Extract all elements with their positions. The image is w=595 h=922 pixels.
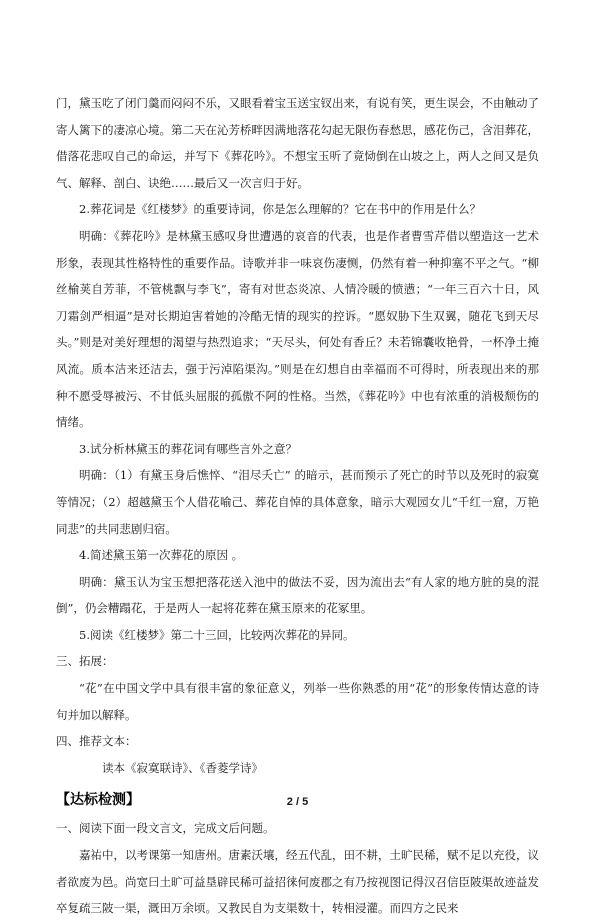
paragraph: 5.阅读《红楼梦》第二十三回，比较两次葬花的异同。 [79, 627, 355, 642]
paragraph: 读本《寂寞联诗》、《香菱学诗》 [102, 760, 263, 775]
paragraph: “花”在中国文学中具有很丰富的象征意义，列举一些你熟悉的用“花”的形象传情达意的诗句并加以解释。 [56, 681, 539, 722]
paragraph: 4.简述黛玉第一次葬花的原因 。 [79, 548, 244, 563]
page-number: 2 / 5 [286, 796, 309, 808]
section-heading: 四、推荐文本： [56, 734, 137, 749]
paragraph: 明确：黛玉认为宝玉想把落花送入池中的做法不妥，因为流出去“有人家的地方脏的臭的混倒”，仍会糟蹋花，于是两人一起将花葬在黛玉原来的花冢里。 [56, 574, 539, 616]
section-heading: 一、阅读下面一段文言文，完成文后问题。 [56, 821, 275, 836]
paragraph: 明确：（1）有黛玉身后憔悴、“泪尽夭亡” 的暗示，甚而预示了死亡的时节以及死时的寂寞等情况；（2）超越黛玉个人借花喻己、葬花自悼的具体意象，暗示大观园女儿“千红一窟，万艳同悲”的共同悲剧归宿。 [56, 468, 539, 536]
paragraph: 2.葬花词是《红楼梦》的重要诗词，你是怎么理解的？它在书中的作用是什么？ [79, 202, 481, 217]
paragraph: 嘉祐中，以考课第一知唐州。唐素沃壤，经五代乱，田不耕，土旷民稀，赋不足以充役，议者欲废为邑。尚宽曰土旷可益垦辟民稀可益招徕何废郡之有乃按视图记得汉召信臣陂渠故迹益发卒复疏三陂一渠，溉田万余顷。又教民自为支渠数十，转相浸灌。而四方之民来 [56, 848, 539, 916]
paragraph: 明确：《葬花吟》是林黛玉感叹身世遭遇的哀音的代表，也是作者曹雪芹借以塑造这一艺术形象，表现其性格特性的重要作品。诗歌并非一味哀伤凄恻，仍然有着一种抑塞不平之气。“柳丝榆荚自芳菲，不管桃飘与李飞”，寄有对世态炎凉、人情冷暖的愤懑；“一年三百六十日，风刀霜剑严相逼”是对长期迫害着她的冷酷无情的现实的控诉。“愿奴胁下生双翼，随花飞到天尽头。”则是对美好理想的渴望与热烈追求；“天尽头，何处有香丘？未若锦囊收艳骨，一杯净土掩风流。质本洁来还洁去，强于污淖陷渠沟。”则是在幻想自由幸福而不可得时，所表现出来的那种不愿受辱被污、不甘低头屈服的孤傲不阿的性格。当然，《葬花吟》中也有浓重的消极颓伤的情绪。 [56, 228, 539, 430]
assessment-heading: 【达标检测】 [56, 792, 140, 809]
section-heading: 三、拓展： [56, 654, 114, 669]
paragraph: 3.试分析林黛玉的葬花词有哪些言外之意？ [79, 441, 297, 456]
paragraph: 门，黛玉吃了闭门羹而闷闷不乐，又眼看着宝玉送宝钗出来，有说有笑，更生误会，不由触动了寄人篱下的凄凉心境。第二天在沁芳桥畔因满地落花勾起无限伤春愁思，感花伤己，含泪葬花，借落花悲叹自己的命运，并写下《葬花吟》。不想宝玉听了竟恸倒在山坡之上，两人之间又是负气、解释、剖白、诀绝……最后又一次言归于好。 [56, 96, 539, 190]
